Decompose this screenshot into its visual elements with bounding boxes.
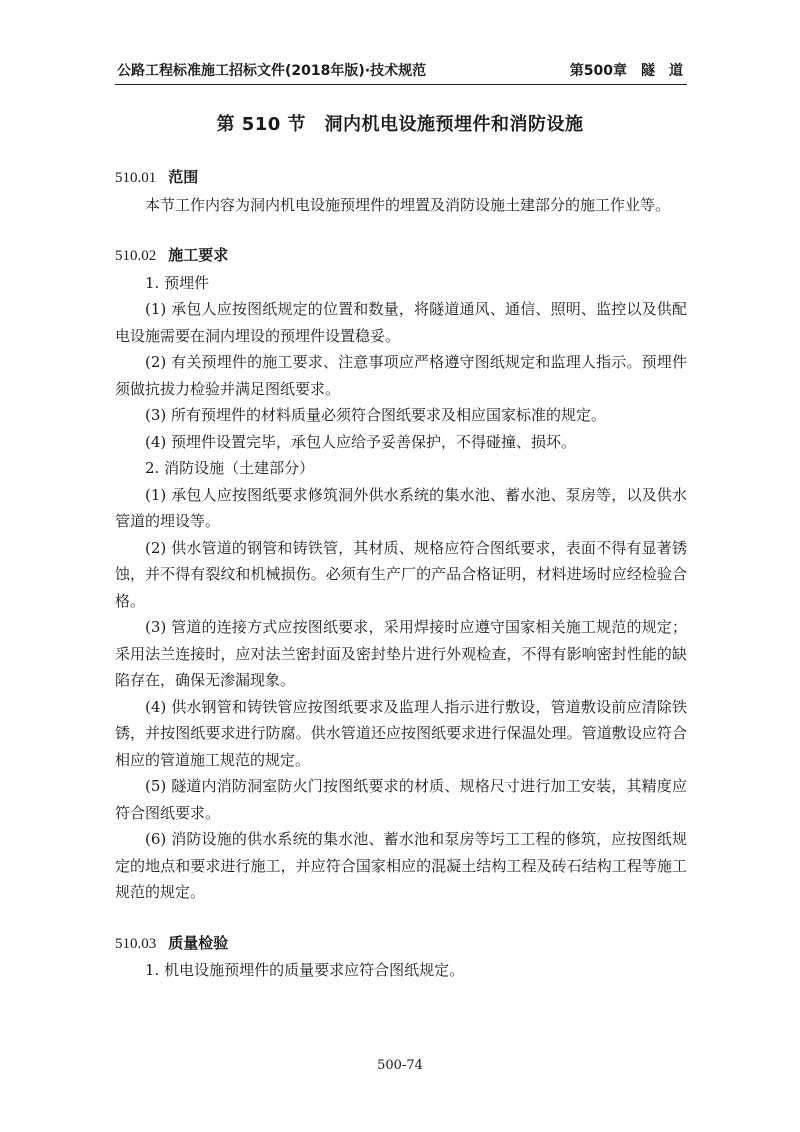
section-number: 510.03 [115, 935, 157, 952]
paragraph: (2) 有关预埋件的施工要求、注意事项应严格遵守图纸规定和监理人指示。预埋件须做抗拔力检验并满足图纸要求。 [115, 353, 687, 398]
header-document-title: 公路工程标准施工招标文件(2018年版)·技术规范 [117, 63, 427, 79]
paragraph: (6) 消防设施的供水系统的集水池、蓄水池和泵房等圬工工程的修筑，应按图纸规定的地点和要求进行施工，并应符合国家相应的混凝土结构工程及砖石结构工程等施工规范的规定。 [115, 830, 687, 901]
paragraph: 本节工作内容为洞内机电设施预埋件的埋置及消防设施土建部分的施工作业等。 [145, 195, 671, 214]
paragraph: (3) 所有预埋件的材料质量必须符合图纸要求及相应国家标准的规定。 [145, 406, 607, 424]
subheading: 2. 消防设施（土建部分） [145, 459, 315, 477]
paragraph: (1) 承包人应按图纸要求修筑洞外供水系统的集水池、蓄水池、泵房等，以及供水管道的埋设等。 [115, 485, 687, 530]
paragraph: (4) 供水钢管和铸铁管应按图纸要求及监理人指示进行敷设，管道敷设前应清除铁锈，并按图纸要求进行防腐。供水管道还应按图纸要求进行保温处理。管道敷设应符合相应的管道施工规范的规定。 [115, 697, 687, 769]
section-name: 质量检验 [168, 933, 229, 952]
page-body [115, 164, 687, 984]
paragraph: (1) 承包人应按图纸规定的位置和数量，将隧道通风、通信、照明、监控以及供配电设施需要在洞内埋设的预埋件设置稳妥。 [115, 300, 687, 345]
section-title: 第 510 节 洞内机电设施预埋件和消防设施 [216, 114, 584, 135]
page-number: 500-74 [377, 1058, 423, 1073]
section-number: 510.02 [115, 248, 157, 264]
paragraph: (2) 供水管道的钢管和铸铁管，其材质、规格应符合图纸要求，表面不得有显著锈蚀，并不得有裂纹和机械损伤。必须有生产厂的产品合格证明，材料进场时应经检验合格。 [115, 538, 687, 610]
section-heading [115, 930, 687, 958]
running-header [115, 56, 687, 85]
section-name: 范围 [168, 168, 199, 186]
paragraph: (5) 隧道内消防洞室防火门按图纸要求的材质、规格尺寸进行加工安装，其精度应符合图纸要求。 [115, 777, 687, 822]
header-chapter: 第500章 隧 道 [569, 63, 683, 79]
paragraph: (4) 预埋件设置完毕，承包人应给予妥善保护，不得碰撞、损坏。 [145, 432, 577, 451]
section-number: 510.01 [115, 170, 157, 186]
section-name: 施工要求 [168, 246, 229, 264]
subheading: 1. 预埋件 [145, 273, 210, 292]
paragraph: 1. 机电设施预埋件的质量要求应符合图纸规定。 [145, 961, 465, 979]
section-heading [115, 242, 687, 270]
section-heading [115, 164, 687, 192]
paragraph: (3) 管道的连接方式应按图纸要求，采用焊接时应遵守国家相关施工规范的规定；采用法兰连接时，应对法兰密封面及密封垫片进行外观检查，不得有影响密封性能的缺陷存在，确保无渗漏现象。 [115, 618, 687, 689]
